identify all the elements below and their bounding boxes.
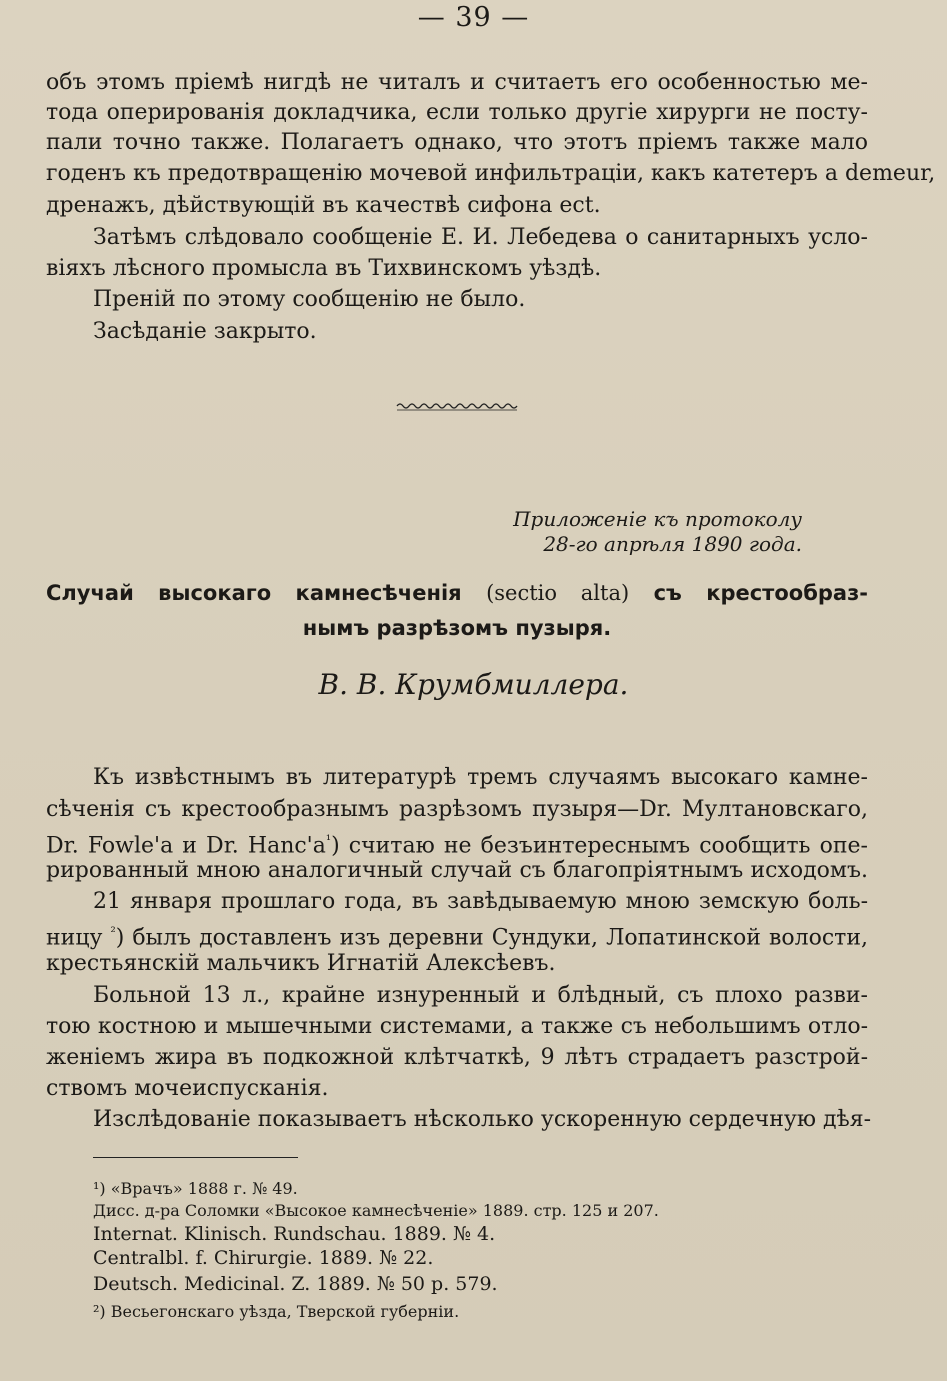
footnote-rule bbox=[93, 1157, 298, 1158]
text-line: Засѣданіе закрыто. bbox=[93, 319, 317, 344]
text-line: пали точно также. Полагаетъ однако, что этотъ пріемъ также мало bbox=[46, 130, 868, 155]
footnote: Centralbl. f. Chirurgie. 1889. № 22. bbox=[93, 1247, 434, 1269]
text-line: тою костною и мышечными системами, а также съ небольшимъ отло- bbox=[46, 1014, 868, 1039]
footnote: Deutsch. Medicinal. Z. 1889. № 50 p. 579. bbox=[93, 1273, 498, 1295]
text-line: тода оперированія докладчика, если только другіе хирурги не посту- bbox=[46, 100, 868, 125]
text-line: годенъ къ предотвращенію мочевой инфильтраціи, какъ катетеръ a demeur, bbox=[46, 161, 936, 186]
text-line: крестьянскій мальчикъ Игнатій Алексѣевъ. bbox=[46, 951, 556, 976]
footnote: Дисс. д-ра Соломки «Высокое камнесѣченіе» 1889. стр. 125 и 207. bbox=[93, 1201, 659, 1220]
text-fragment: ) былъ доставленъ изъ деревни Сундуки, Лопатинской волости, bbox=[115, 925, 868, 951]
text-fragment: ницу bbox=[46, 925, 103, 951]
text-fragment: ) считаю не безъинтереснымъ сообщить опе- bbox=[331, 833, 868, 859]
text-line: объ этомъ пріемѣ нигдѣ не читалъ и считаетъ его особенностью ме- bbox=[46, 70, 868, 95]
text-line: Преній по этому сообщенію не было. bbox=[93, 287, 526, 312]
text-line: Больной 13 л., крайне изнуренный и блѣдный, съ плохо разви- bbox=[93, 983, 868, 1008]
text-line: 21 января прошлаго года, въ завѣдываемую мною земскую боль- bbox=[93, 889, 868, 914]
appendix-note-line: 28-го апрѣля 1890 года. bbox=[543, 532, 802, 556]
title-latin: (sectio alta) bbox=[486, 581, 630, 605]
footnote: Internat. Klinisch. Rundschau. 1889. № 4. bbox=[93, 1223, 496, 1245]
ornament-divider bbox=[395, 398, 519, 414]
text-line: рированный мною аналогичный случай съ благопріятнымъ исходомъ. bbox=[46, 858, 868, 883]
text-line: женіемъ жира въ подкожной клѣтчаткѣ, 9 лѣтъ страдаетъ разстрой- bbox=[46, 1045, 868, 1070]
text-line: ствомъ мочеиспусканія. bbox=[46, 1076, 329, 1101]
footnote-mark: ¹ bbox=[325, 833, 332, 848]
footnote-mark: ² bbox=[110, 925, 116, 940]
text-line: дренажъ, дѣйствующій въ качествѣ сифона есt. bbox=[46, 193, 601, 218]
article-title-line bbox=[46, 577, 868, 609]
appendix-note-line: Приложеніе къ протоколу bbox=[513, 507, 802, 531]
text-line: Къ извѣстнымъ въ литературѣ тремъ случаямъ высокаго камне- bbox=[93, 765, 868, 790]
text-line: віяхъ лѣсного промысла въ Тихвинскомъ уѣздѣ. bbox=[46, 256, 602, 281]
text-fragment: Dr. Fowle'a и Dr. Hanc'a bbox=[46, 833, 326, 859]
text-line: Изслѣдованіе показываетъ нѣсколько ускоренную сердечную дѣя- bbox=[93, 1107, 872, 1132]
page-number: — 39 — bbox=[417, 2, 530, 33]
footnote: ²) Весьегонскаго уѣзда, Тверской губерніи. bbox=[93, 1302, 460, 1321]
text-line: Затѣмъ слѣдовало сообщеніе Е. И. Лебедева о санитарныхъ усло- bbox=[93, 225, 868, 250]
title-text: Случай высокаго камнесѣченія bbox=[46, 581, 462, 605]
footnote: ¹) «Врачъ» 1888 г. № 49. bbox=[93, 1179, 298, 1198]
title-text: съ крестообраз- bbox=[653, 581, 868, 605]
author-name: В. В. Крумбмиллера. bbox=[318, 668, 629, 701]
article-title-line: нымъ разрѣзомъ пузыря. bbox=[302, 616, 612, 640]
text-line: сѣченія съ крестообразнымъ разрѣзомъ пузыря—Dr. Мултановскаго, bbox=[46, 797, 868, 822]
